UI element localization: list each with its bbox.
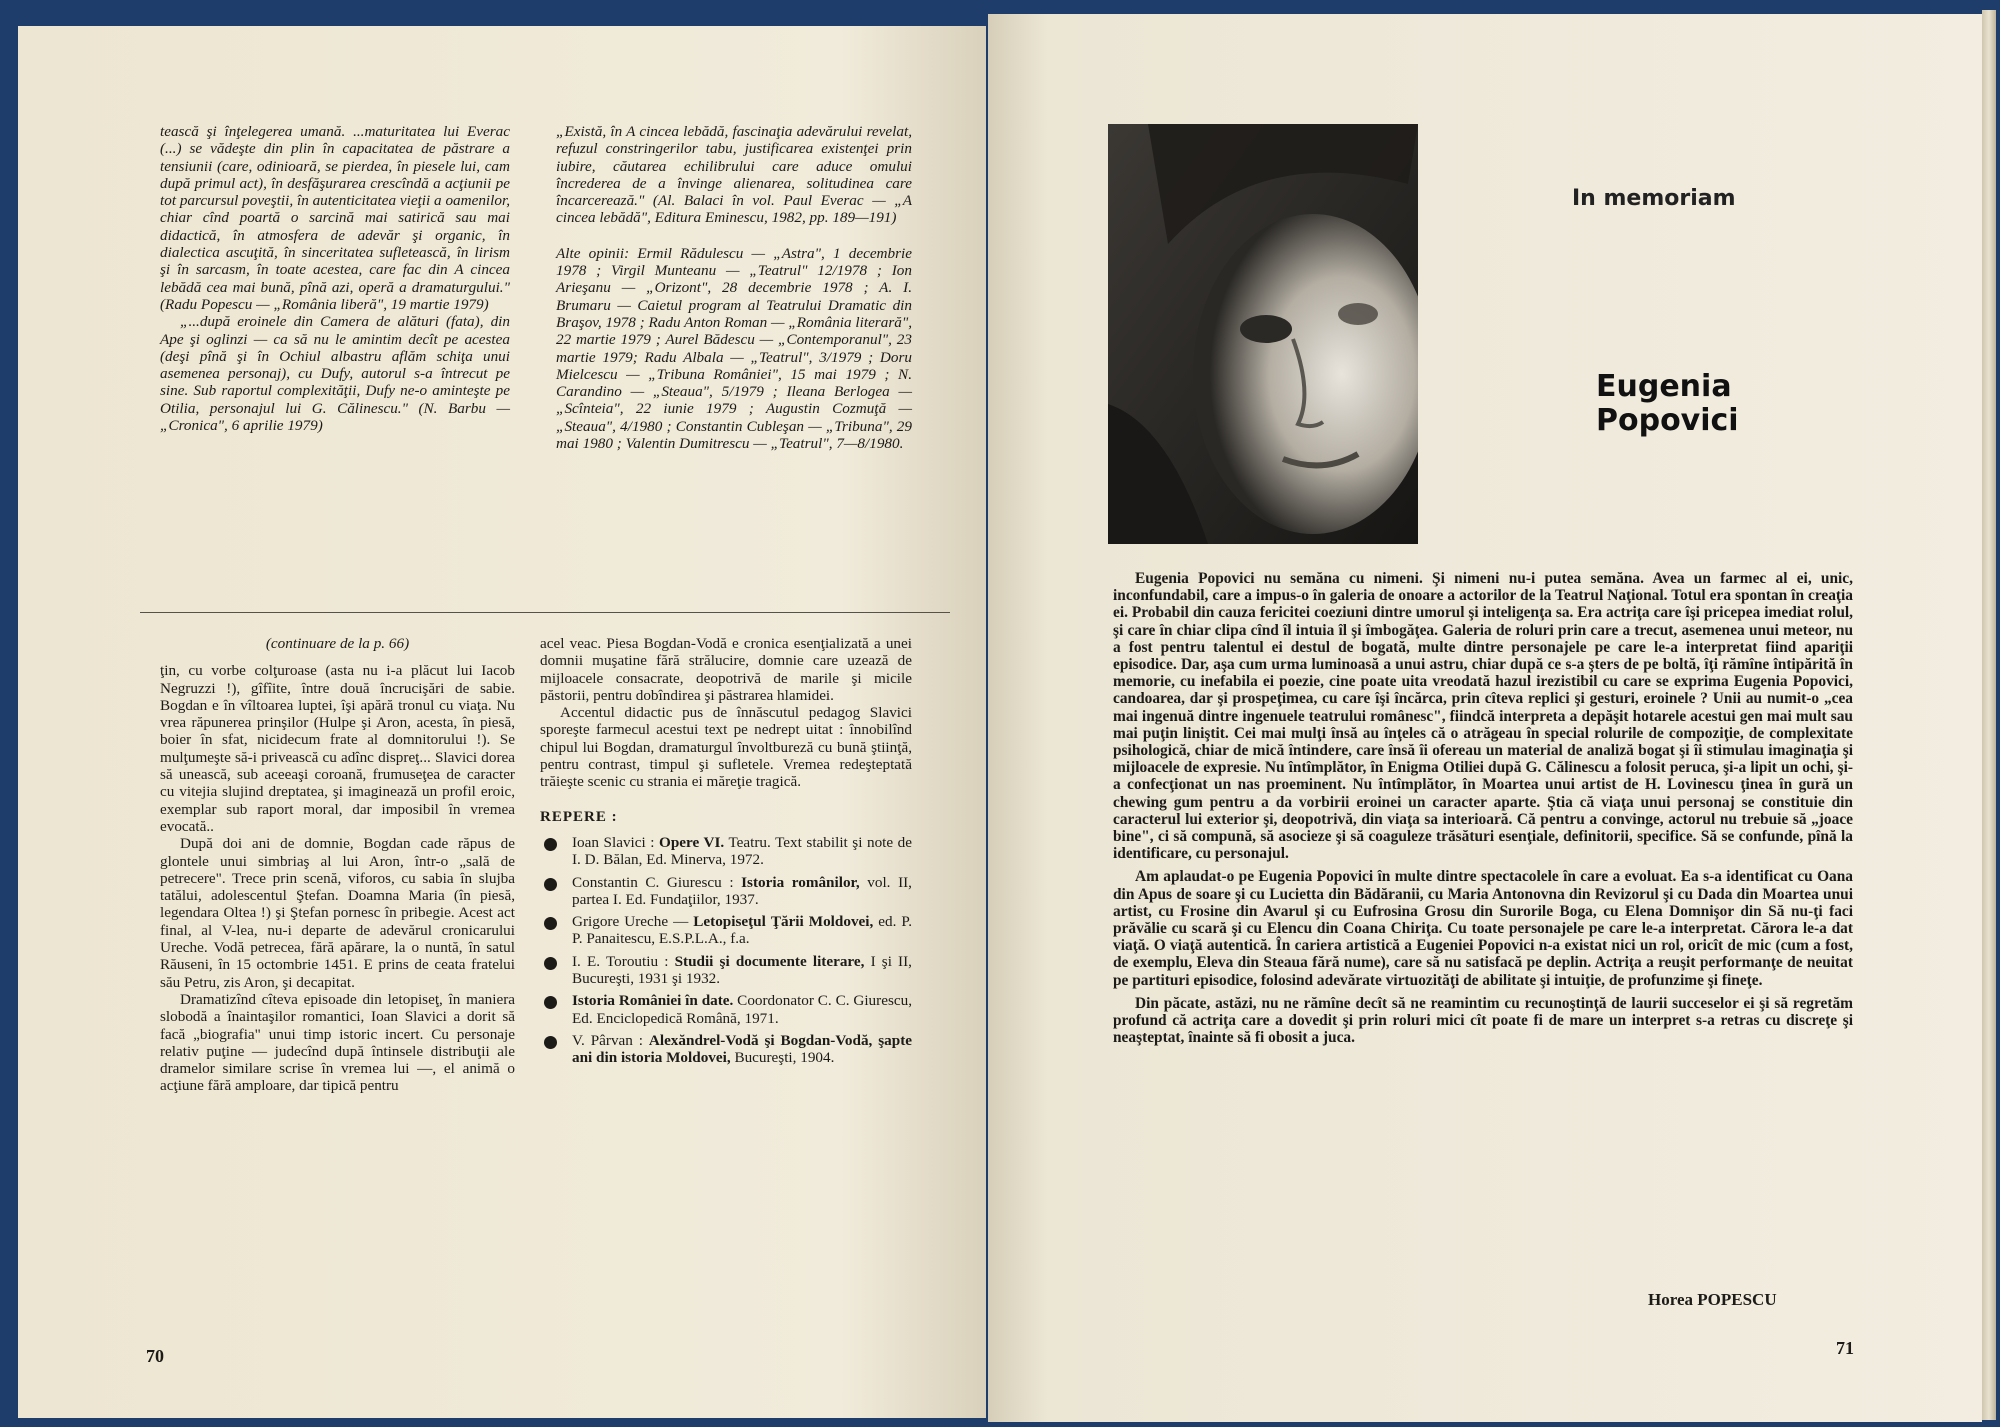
quote-barbu: „...după eroinele din Camera de alături (fata), din Ape şi oglinzi — ca să nu le amintim decît pe acestea (deşi pînă şi în Ochiul albastru aflăm schiţa unui asemenea personaj), cu Dufy, autorul s-a întrecut pe sine. Sub raportul complexităţii, Dufy ne-o aminteşte pe Otilia, personajul lui G. Călinescu." (N. Barbu — „Cronica", 6 aprilie 1979): [160, 313, 510, 435]
article-paragraph: Accentul didactic pus de înnăscutul pedagog Slavici sporeşte farmecul acestui text pe nedrept uitat : înnobilînd chipul lui Bogdan, dramaturgul învoltbureză cu bună ştiinţă, pentru contrast, timpul şi sufletele. Vremea redeşteptată trăieşte scenic cu strania ei măreţie tragică.: [540, 704, 912, 791]
reference-item: Ioan Slavici : Opere VI. Teatru. Text stabilit şi note de I. D. Bălan, Ed. Minerva, 1972.: [540, 834, 912, 869]
quote-popescu: tească şi înţelegerea umană. ...maturitatea lui Everac (...) se vădeşte din plin în capacitatea de păstrare a tensiunii (care, odinioară, se pierdea, în piesele lui, cam după primul act), în desfăşurarea crescîndă a acţiunii pe tot parcursul poveştii, în autenticitatea vieţii a oamenilor, chiar cînd poartă o sarcină mai satirică sau mai didactică, în atmosfera de adevăr şi organic, în dialectica ascuţită, în sinceritatea sufletească, în lirism şi în sarcasm, în toate acestea, care fac din A cincea lebădă cea mai bună, pînă azi, operă a dramaturgului." (Radu Popescu — „România liberă", 19 martie 1979): [160, 123, 510, 313]
name-first: Eugenia: [1596, 369, 1732, 404]
other-opinions: Alte opinii: Ermil Rădulescu — „Astra", 1 decembrie 1978 ; Virgil Munteanu — „Teatrul" 12/1978 ; Ion Arieşanu — „Orizont", 28 decembrie 1978 ; A. I. Brumaru — Caietul program al Teatrului Dramatic din Braşov, 1978 ; Radu Anton Roman — „România literară", 22 martie 1979 ; Aurel Bădescu — „Contemporanul", 23 martie 1979; Radu Albala — „Teatrul", 3/1979 ; Doru Mielcescu — „Tribuna României", 15 mai 1979 ; N. Carandino — „Steaua", 5/1979 ; Ileana Berlogea — „Scînteia", 22 iunie 1979 ; Augustin Cozmuţă — „Steaua", 4/1980 ; Constantin Cubleşan — „Tribuna", 29 mai 1980 ; Valentin Dumitrescu — „Teatrul", 7—8/1980.: [556, 244, 912, 453]
page-number-left: 70: [146, 1346, 164, 1366]
article-paragraph: ţin, cu vorbe colţuroase (asta nu i-a plăcut lui Iacob Negruzzi !), gîfîite, între două încrucişări de sabie. Bogdan e în vîltoarea luptei, îşi apără tronul cu viaţa. Nu vrea răpunerea prinşilor (Hulpe şi Aron, acesta, în piesă, boier în sfat, nicidecum frate al domnitorului !). Se mulţumeşte să-i privească cu adînc dispreţ... Slavici dorea să unească, sub aceeaşi coroană, frumuseţea de caracter cu vitejia slujind dreptatea, şi imaginează un profil eroic, exemplar sub raport moral, dar imposibil în vremea evocată..: [160, 662, 515, 835]
author-signature: Horea POPESCU: [1648, 1290, 1777, 1309]
article-paragraph: Dramatizînd cîteva episoade din letopiseţ, în maniera slobodă a înaintaşilor romantici, Ioan Slavici a dorit să facă „biografia" unui timp istoric incert. Cu personaje relativ puţine — judecînd după întinsele distribuţii ale dramelor similare scrise în vremea lui —, el animă o acţiune fără amploare, dar tipică pentru: [160, 990, 515, 1095]
portrait-image: [1108, 124, 1418, 544]
name-last: Popovici: [1596, 403, 1739, 438]
reference-item: Grigore Ureche — Letopiseţul Ţării Moldovei, ed. P. P. Panaitescu, E.S.P.L.A., f.a.: [540, 913, 912, 948]
bullet-icon: [544, 1036, 557, 1049]
continuation-note: (continuare de la p. 66): [265, 635, 410, 652]
quote-column-left: [160, 123, 510, 434]
article-paragraph: Din păcate, astăzi, nu ne rămîne decît să ne reamintim cu recunoştinţă de laurii succeselor ei şi să regretăm profund că actriţa care a dovedit şi prin roluri mici cît poate fi de mare un interpret s-a retras cu discreţe şi neaşteptat, înainte să fi obosit a juca.: [1113, 994, 1853, 1047]
section-heading: In memoriam: [1572, 186, 1736, 211]
article-paragraph: După doi ani de domnie, Bogdan cade răpus de glontele unui simbriaş al lui Aron, într-o „sală de petrecere". Trece prin scenă, viforos, cu sabia în slujba tatălui, adolescentul Ştefan. Doamna Maria (în piesă, legendara Oltea !) şi Ştefan pornesc în pribegie. Acest act final, al V-lea, nu-i departe de adevărul cronicarului Ureche. Vodă petrecea, fără apărare, la o nuntă, în satul Răuseni, în 15 octombrie 1451. E prins de ceata fratelui său Petru, zis Aron, şi decapitat.: [160, 835, 515, 991]
article-column-left: [160, 635, 515, 1095]
quote-balaci: „Există, în A cincea lebădă, fascinaţia adevărului revelat, refuzul constringerilor tabu, justificarea existenţei prin iubire, căutarea echilibrului care aduce omului încrederea de a învinge alienarea, solitudinea care încarcerează." (Al. Balaci în vol. Paul Everac — „A cincea lebădă", Editura Eminescu, 1982, pp. 189—191): [556, 123, 912, 227]
reference-item: V. Pârvan : Alexăndrel-Vodă şi Bogdan-Vodă, şapte ani din istoria Moldovei, Bucureşti, 1904.: [540, 1032, 912, 1067]
bullet-icon: [544, 878, 557, 891]
article-paragraph: Am aplaudat-o pe Eugenia Popovici în multe dintre spectacolele în care a evoluat. Ea s-a identificat cu Oana din Apus de soare şi cu Lucietta din Bădăranii, cu Maria Antonovna din Revizorul şi cu Dada din Moartea unui artist, cu Frosine din Avarul şi cu Eufrosina Grosu din Surorile Boga, cu Elena Domnişor din Să nu-ţi faci prăvălie cu scară şi cu Elencu din Coana Chiriţa. Cu toate personajele pe care le-a interpretat. Cărora le-a dat viaţă. O viaţă autentică. În cariera artistică a Eugeniei Popovici n-a existat nici un rol, oricît de mic (cum a fost, de exemplu, Eleva din Steaua fără nume), care să nu satisfacă pe deplin. Actriţa a reuşit performanţe de neuitat pe partituri episodice, folosind adevărate virtuozităţi de abilitate şi intuiţie, de profunzime şi fineţe.: [1113, 868, 1853, 989]
bullet-icon: [544, 917, 557, 930]
memoriam-article: [1113, 570, 1853, 1052]
references-block: [540, 809, 912, 1067]
reference-item: Istoria României în date. Coordonator C. C. Giurescu, Ed. Enciclopedică Română, 1971.: [540, 992, 912, 1027]
quote-column-right: [556, 123, 912, 452]
bullet-icon: [544, 996, 557, 1009]
subject-name: [1596, 370, 1739, 438]
bullet-icon: [544, 838, 557, 851]
page-number-right: 71: [1836, 1338, 1854, 1358]
portrait-photo: [1108, 124, 1418, 544]
article-column-right: [540, 635, 912, 1072]
references-title: REPERE :: [540, 808, 618, 825]
reference-item: Constantin C. Giurescu : Istoria românilor, vol. II, partea I. Ed. Fundaţiilor, 1937.: [540, 874, 912, 909]
reference-item: I. E. Toroutiu : Studii şi documente literare, I şi II, Bucureşti, 1931 şi 1932.: [540, 953, 912, 988]
bullet-icon: [544, 957, 557, 970]
section-divider: [140, 612, 950, 613]
article-paragraph: Eugenia Popovici nu semăna cu nimeni. Şi nimeni nu-i putea semăna. Avea un farmec al ei, unic, inconfundabil, care a impus-o în galeria de onoare a actorilor de la Teatrul Naţional. Totul era spontan în creaţia ei. Probabil din cauza fericitei coeziuni dintre umorul şi inteligenţa sa. Era actriţa care îşi pricepea imediat rolul, şi care în chiar clipa cînd îl intuia îl şi îmbogăţea. Galeria de roluri prin care a trecut, asemenea unui meteor, nu a fost pentru talentul ei destul de bogată, multe dintre personajele pe care le-a interpretat fiind apariţii episodice. Dar, aşa cum urma luminoasă a unui astru, chiar după ce s-a şters de pe boltă, îţi rămîne întipărită în memorie, cu inefabila ei poezie, cine poate uita vreodată hazul irezistibil cu care se exprima Eugenia Popovici, candoarea, dar şi prospeţimea, cu care îşi încărca, prin cîteva replici şi gesturi, eroinele ? Unii au numit-o „cea mai ingenuă dintre ingenuele teatrului românesc", fiindcă interpreta a depăşit hotarele acestui gen mai mult sau mai puţin liniştit. Cei mai mulţi însă au înţeles că o atrăgeau în special rolurile de compoziţie, de complexitate psihologică, chiar de mică întindere, care însă îi ofereau un material de analiză bogat şi îi stimulau imaginaţia şi mijloacele de expresie. Nu întîmplător, în Enigma Otiliei după G. Călinescu a folosit peruca, şi-a lipit un ochi, şi-a confecţionat un nas proeminent. Nu întîmplător, în Moartea unui artist de H. Lovinescu ţinea în gură un chewing gum pentru a da vorbirii eroinei un caracter aparte. Ştia că viaţa unui personaj se constituie din caracterul lui exterior şi, deopotrivă, din viaţa sa interioară. Că pentru a convinge, actorul nu trebuie să „joace bine", ci să compună, să asocieze şi să coaguleze trăsături esenţiale, definitorii, specifice. Să se confunde, pînă la identificare, cu personajul.: [1113, 570, 1853, 863]
page-edge: [1982, 10, 1996, 1420]
article-paragraph: acel veac. Piesa Bogdan-Vodă e cronica esenţializată a unei domnii muşatine fără strălucire, domnie care uzează de mijloacele consacrate, deopotrivă de marile şi micile păstorii, pentru dobîndirea şi păstrarea hlamidei.: [540, 635, 912, 704]
